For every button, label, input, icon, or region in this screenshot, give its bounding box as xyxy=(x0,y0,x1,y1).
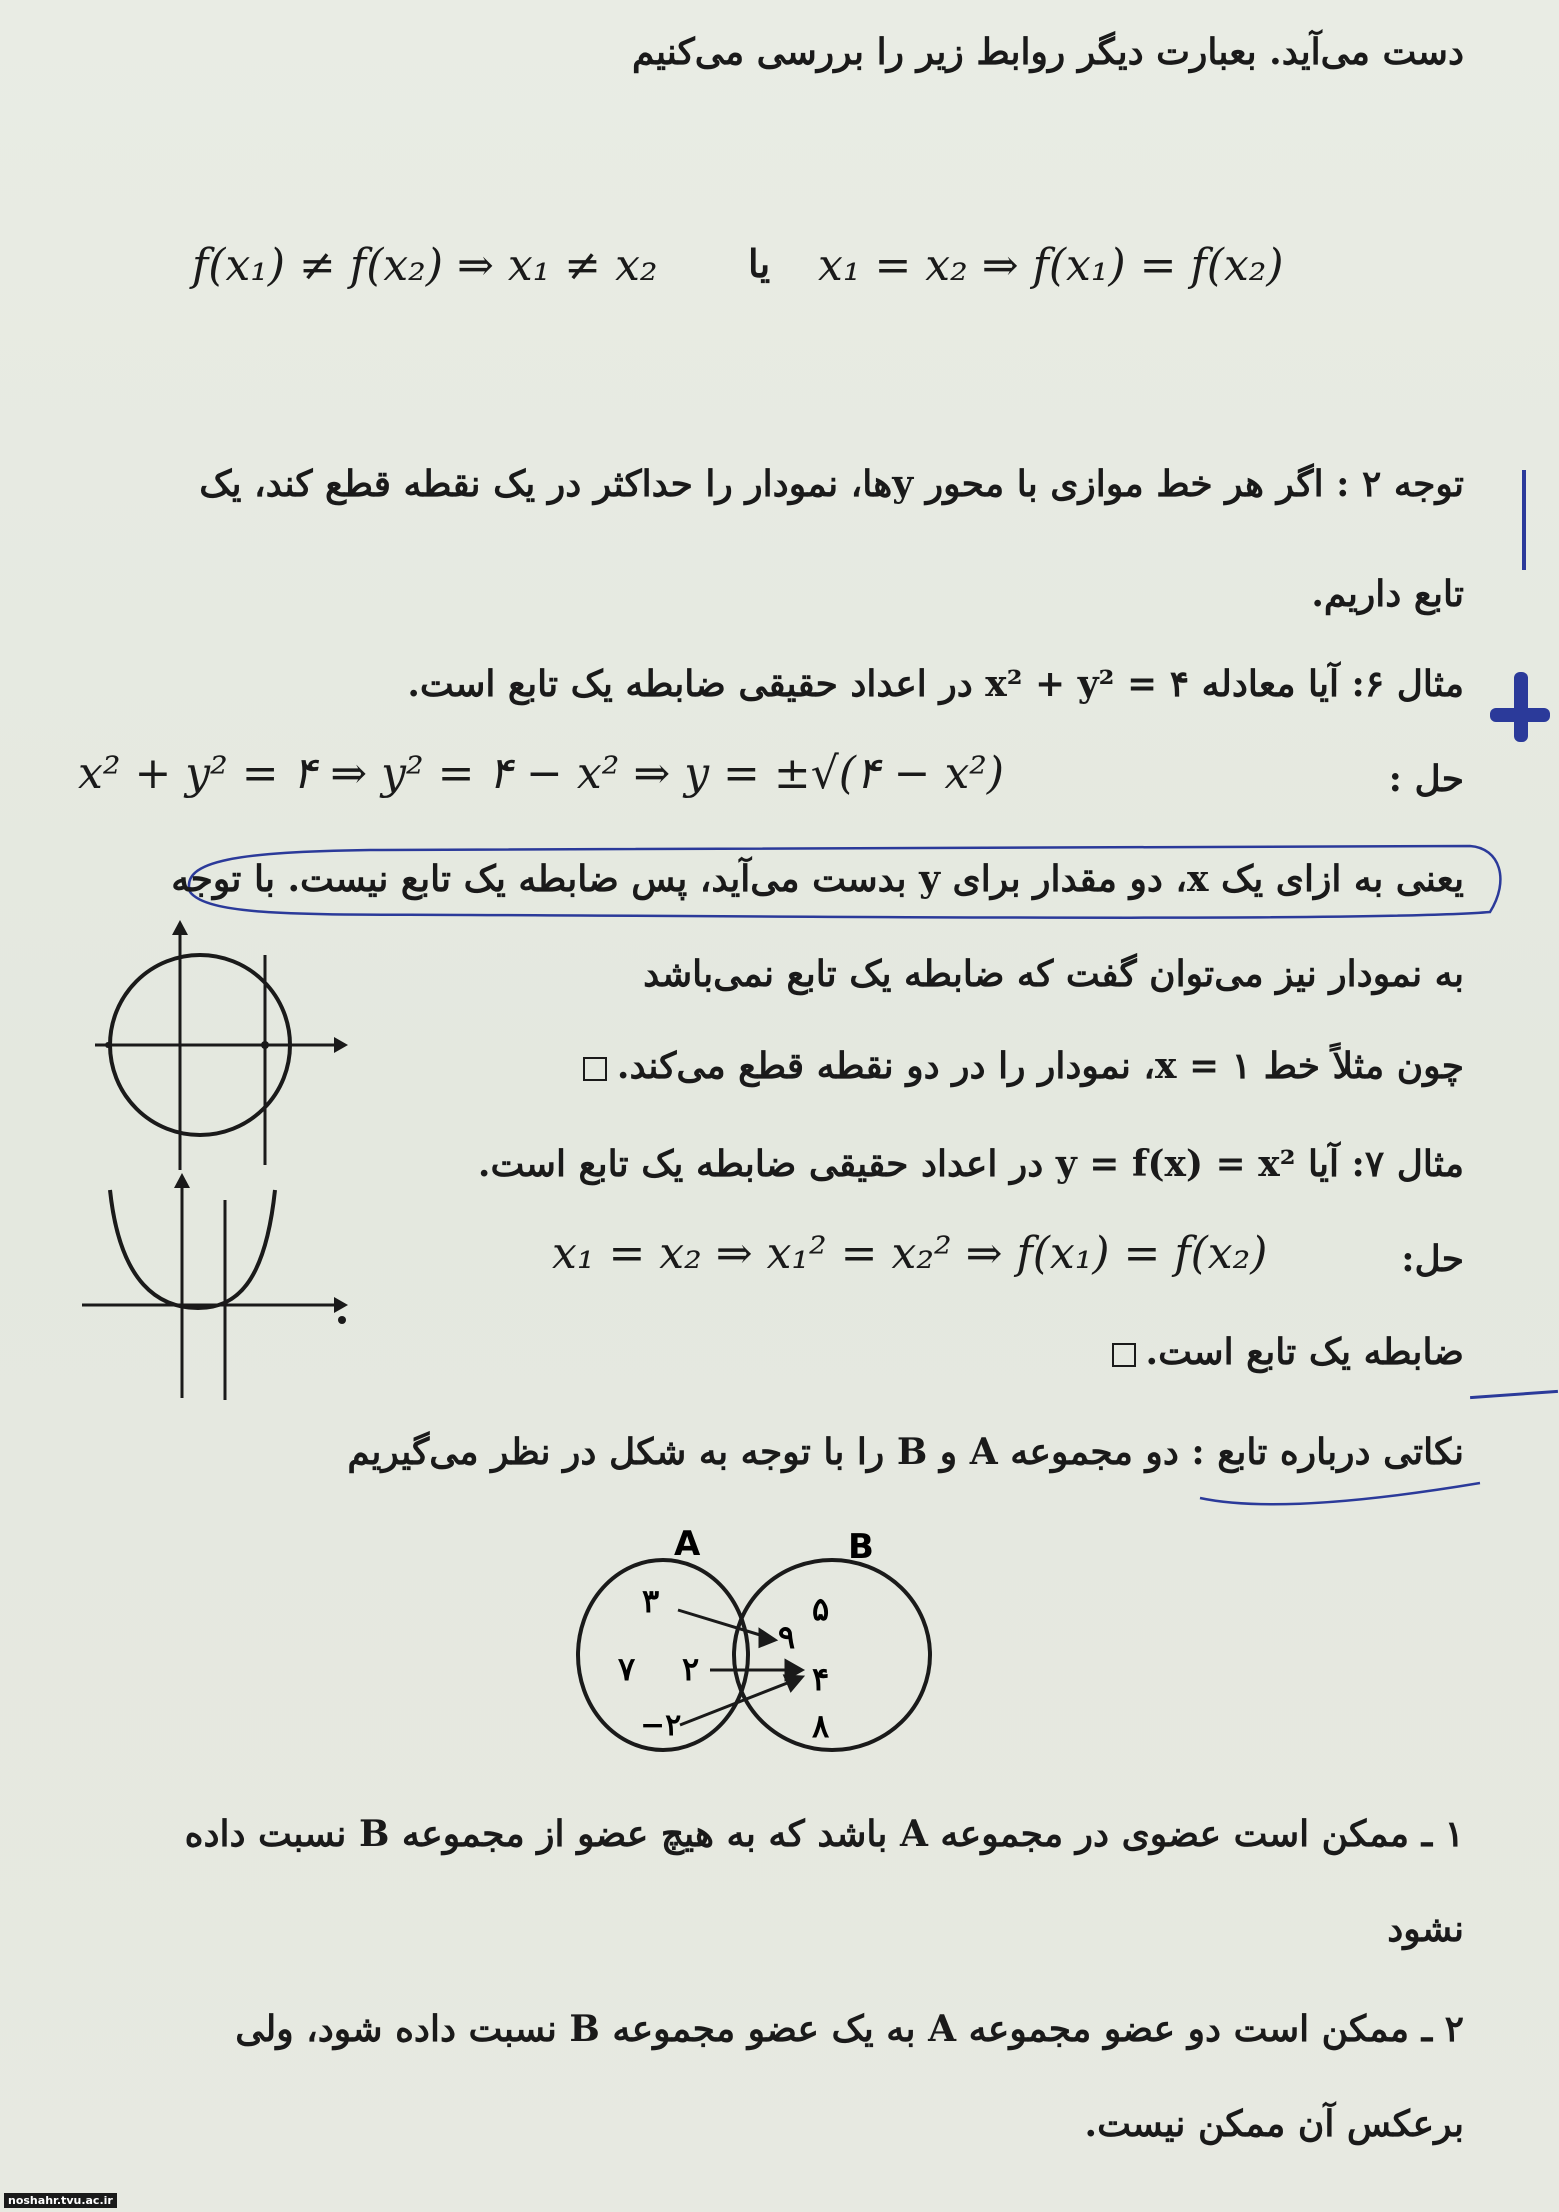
pen-mark-line xyxy=(1470,1390,1558,1399)
circle-graph-figure xyxy=(90,915,360,1180)
example7-conclusion-text: ضابطه یک تابع است. xyxy=(1145,1331,1464,1373)
set-a-element-2: ۷ xyxy=(618,1650,636,1688)
parabola-graph-figure xyxy=(80,1170,355,1405)
set-b-element-2: ۹ xyxy=(778,1618,796,1656)
equation-injective-left: f(x₁) ≠ f(x₂) ⇒ x₁ ≠ x₂ xyxy=(192,240,658,291)
example7-title: مثال ۷: آیا y = f(x) = x² در اعداد حقیقی ضابطه یک تابع است. xyxy=(477,1143,1464,1185)
set-a-element-1: ۳ xyxy=(642,1582,660,1620)
qed-box xyxy=(583,1057,607,1081)
example6-vertical-line-text: چون مثلاً خط x = ۱، نمودار را در دو نقطه قطع می‌کند. xyxy=(616,1045,1464,1087)
intro-text: دست می‌آید. بعبارت دیگر روابط زیر را بررسی می‌کنیم xyxy=(631,31,1464,73)
solution-label-ex6: حل : xyxy=(1388,758,1464,800)
example7-solution-equation: x₁ = x₂ ⇒ x₁² = x₂² ⇒ f(x₁) = f(x₂) xyxy=(552,1228,1268,1279)
set-a-label: A xyxy=(674,1524,701,1564)
example6-graph-note: به نمودار نیز می‌توان گفت که ضابطه یک تابع نمی‌باشد xyxy=(643,953,1464,995)
pen-underline-notes xyxy=(1190,1478,1490,1518)
set-b-label: B xyxy=(848,1527,874,1567)
point1-line1: ۱ ـ ممکن است عضوی در مجموعه A باشد که به هیچ عضو از مجموعه B نسبت داده xyxy=(184,1813,1464,1855)
example7-conclusion xyxy=(864,1328,1464,1376)
solution-label-ex7: حل: xyxy=(1401,1238,1464,1280)
set-b-element-1: ۵ xyxy=(812,1590,830,1628)
pen-mark-plus-h xyxy=(1490,708,1550,722)
pen-mark-margin xyxy=(1522,470,1526,570)
pen-mark-plus-v xyxy=(1514,672,1528,742)
example6-title: مثال ۶: آیا معادله ۴ = x² + y² در اعداد حقیقی ضابطه یک تابع است. xyxy=(407,663,1464,705)
set-a-element-3: ۲ xyxy=(682,1650,700,1688)
set-b-element-3: ۴ xyxy=(812,1660,830,1698)
venn-mapping-diagram xyxy=(570,1520,950,1760)
equation-or-word: یا xyxy=(748,241,771,286)
notes-title: نکاتی درباره تابع : دو مجموعه A و B را با توجه به شکل در نظر می‌گیریم xyxy=(347,1431,1464,1473)
example6-explanation: یعنی به ازای یک x، دو مقدار برای y بدست می‌آید، پس ضابطه یک تابع نیست. با توجه xyxy=(171,858,1464,900)
equation-injective-right: x₁ = x₂ ⇒ f(x₁) = f(x₂) xyxy=(818,240,1284,291)
site-watermark: noshahr.tvu.ac.ir xyxy=(4,2193,117,2208)
set-a-element-4: −۲ xyxy=(640,1708,682,1743)
point1-line2: نشود xyxy=(1387,1908,1464,1950)
example6-solution-equation: x² + y² = ۴ ⇒ y² = ۴ − x² ⇒ y = ±√(۴ − x²) xyxy=(78,748,1005,799)
point2-line2: برعکس آن ممکن نیست. xyxy=(1084,2103,1464,2145)
note2-line2: تابع داریم. xyxy=(1311,573,1464,615)
example6-vertical-line xyxy=(464,1042,1464,1090)
point2-line1: ۲ ـ ممکن است دو عضو مجموعه A به یک عضو مجموعه B نسبت داده شود، ولی xyxy=(235,2008,1464,2050)
qed-box-2 xyxy=(1112,1343,1136,1367)
note2-line1: توجه ۲ : اگر هر خط موازی با محور yها، نمودار را حداکثر در یک نقطه قطع کند، یک xyxy=(199,463,1464,505)
set-b-element-4: ۸ xyxy=(812,1707,830,1745)
